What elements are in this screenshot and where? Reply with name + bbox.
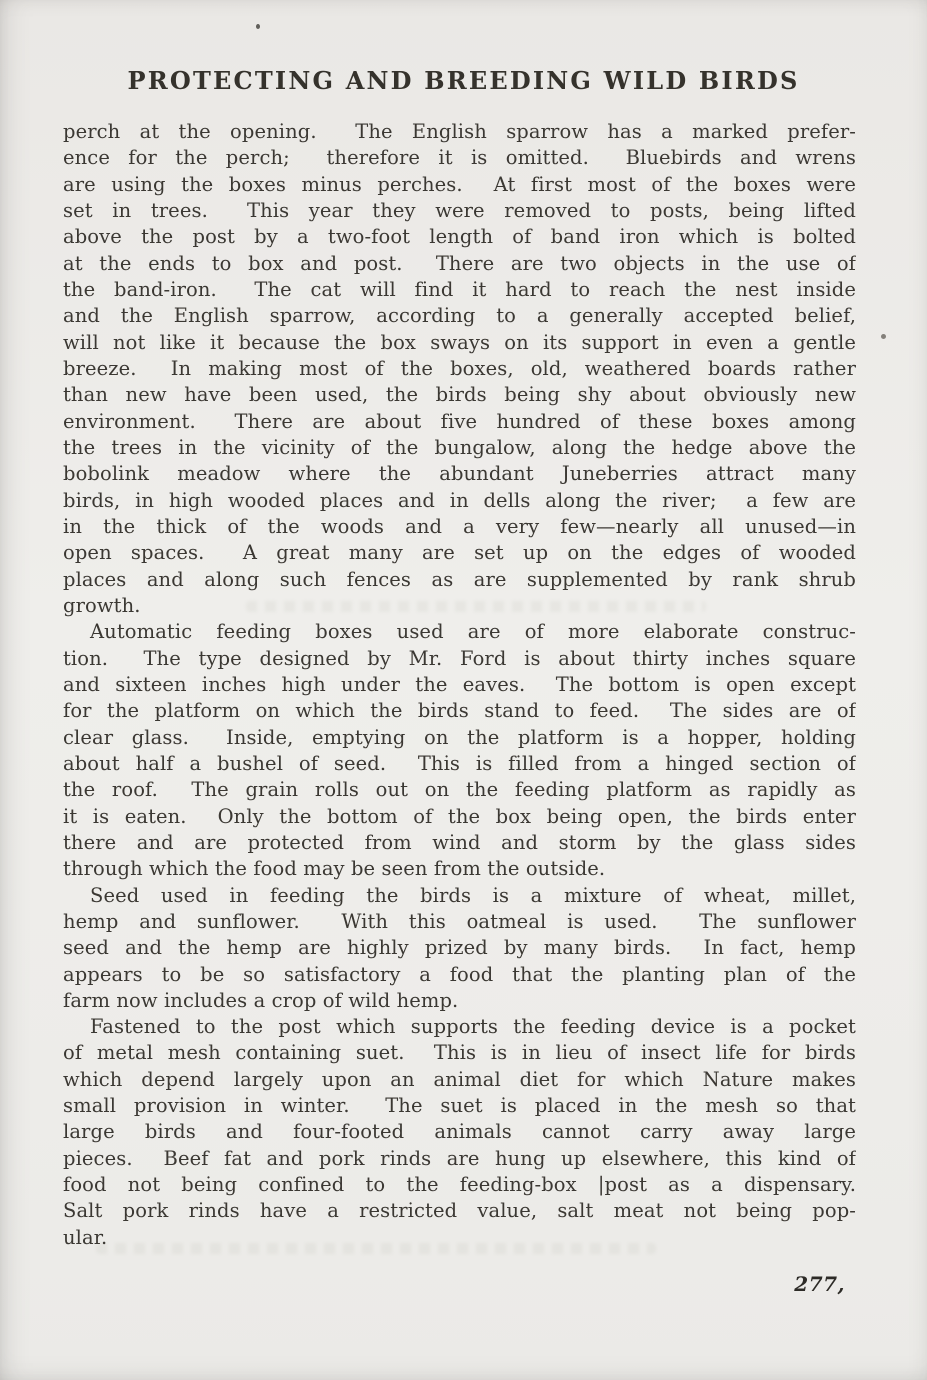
text-line: open spaces. A great many are set up on the edges of wooded xyxy=(63,541,856,565)
text-line: appears to be so satisfactory a food that the planting plan of the xyxy=(63,962,856,986)
ink-speck xyxy=(881,334,886,339)
text-line: small provision in winter. The suet is placed in the mesh so that xyxy=(63,1094,856,1118)
text-line: ular. xyxy=(63,1225,108,1249)
text-line: seed and the hemp are highly prized by many birds. In fact, hemp xyxy=(63,936,856,960)
text-block xyxy=(63,119,856,1251)
text-line: pieces. Beef fat and pork rinds are hung up elsewhere, this kind of xyxy=(63,1146,856,1170)
text-line: the roof. The grain rolls out on the feeding platform as rapidly as xyxy=(63,778,856,802)
text-line: and sixteen inches high under the eaves. The bottom is open except xyxy=(63,672,856,696)
text-line: places and along such fences as are supplemented by rank shrub xyxy=(63,567,856,591)
text-line: in the thick of the woods and a very few—nearly all unused—in xyxy=(63,514,856,538)
text-line: will not like it because the box sways on its support in even a gentle xyxy=(63,330,856,354)
text-line: which depend largely upon an animal diet for which Nature makes xyxy=(63,1067,856,1091)
text-line: about half a bushel of seed. This is filled from a hinged section of xyxy=(63,751,856,775)
text-line: tion. The type designed by Mr. Ford is about thirty inches square xyxy=(63,646,856,670)
text-line: there and are protected from wind and storm by the glass sides xyxy=(63,830,856,854)
text-line: it is eaten. Only the bottom of the box being open, the birds enter xyxy=(63,804,856,828)
text-line: for the platform on which the birds stand to feed. The sides are of xyxy=(63,699,856,723)
text-line: than new have been used, the birds being shy about obviously new xyxy=(63,383,856,407)
page-number: 277, xyxy=(794,1272,845,1296)
text-line: birds, in high wooded places and in dells along the river; a few are xyxy=(63,488,856,512)
text-line: Automatic feeding boxes used are of more elaborate construc- xyxy=(90,620,856,644)
text-line: at the ends to box and post. There are two objects in the use of xyxy=(63,251,856,275)
page-title: PROTECTING AND BREEDING WILD BIRDS xyxy=(127,66,800,95)
paragraph xyxy=(63,1014,856,1251)
text-line: large birds and four-footed animals cannot carry away large xyxy=(63,1120,856,1144)
text-line: growth. xyxy=(63,593,141,617)
text-line: farm now includes a crop of wild hemp. xyxy=(63,988,459,1012)
paragraph xyxy=(63,619,856,882)
ink-speck xyxy=(256,24,260,29)
text-line: ence for the perch; therefore it is omitted. Bluebirds and wrens xyxy=(63,146,856,170)
text-line: Salt pork rinds have a restricted value, salt meat not being pop- xyxy=(63,1199,856,1223)
text-line: food not being confined to the feeding-box |post as a dispensary. xyxy=(63,1173,856,1197)
text-line: Fastened to the post which supports the feeding device is a pocket xyxy=(90,1015,856,1039)
text-line: of metal mesh containing suet. This is in lieu of insect life for birds xyxy=(63,1041,856,1065)
text-line: hemp and sunflower. With this oatmeal is used. The sunflower xyxy=(63,909,856,933)
text-line: and the English sparrow, according to a generally accepted belief, xyxy=(63,304,856,328)
paragraph xyxy=(63,119,856,619)
text-line: Seed used in feeding the birds is a mixture of wheat, millet, xyxy=(90,883,856,907)
text-line: above the post by a two-foot length of band iron which is bolted xyxy=(63,225,856,249)
text-line: perch at the opening. The English sparrow has a marked prefer- xyxy=(63,120,856,143)
text-line: the trees in the vicinity of the bungalow, along the hedge above the xyxy=(63,435,856,459)
text-line: the band-iron. The cat will find it hard to reach the nest inside xyxy=(63,277,856,301)
text-line: clear glass. Inside, emptying on the platform is a hopper, holding xyxy=(63,725,856,749)
paragraph xyxy=(63,883,856,1015)
text-line: are using the boxes minus perches. At first most of the boxes were xyxy=(63,172,856,196)
text-line: set in trees. This year they were removed to posts, being lifted xyxy=(63,198,856,222)
text-line: environment. There are about five hundred of these boxes among xyxy=(63,409,856,433)
text-line: breeze. In making most of the boxes, old, weathered boards rather xyxy=(63,356,856,380)
text-line: through which the food may be seen from the outside. xyxy=(63,857,606,881)
text-line: bobolink meadow where the abundant Juneberries attract many xyxy=(63,462,856,486)
